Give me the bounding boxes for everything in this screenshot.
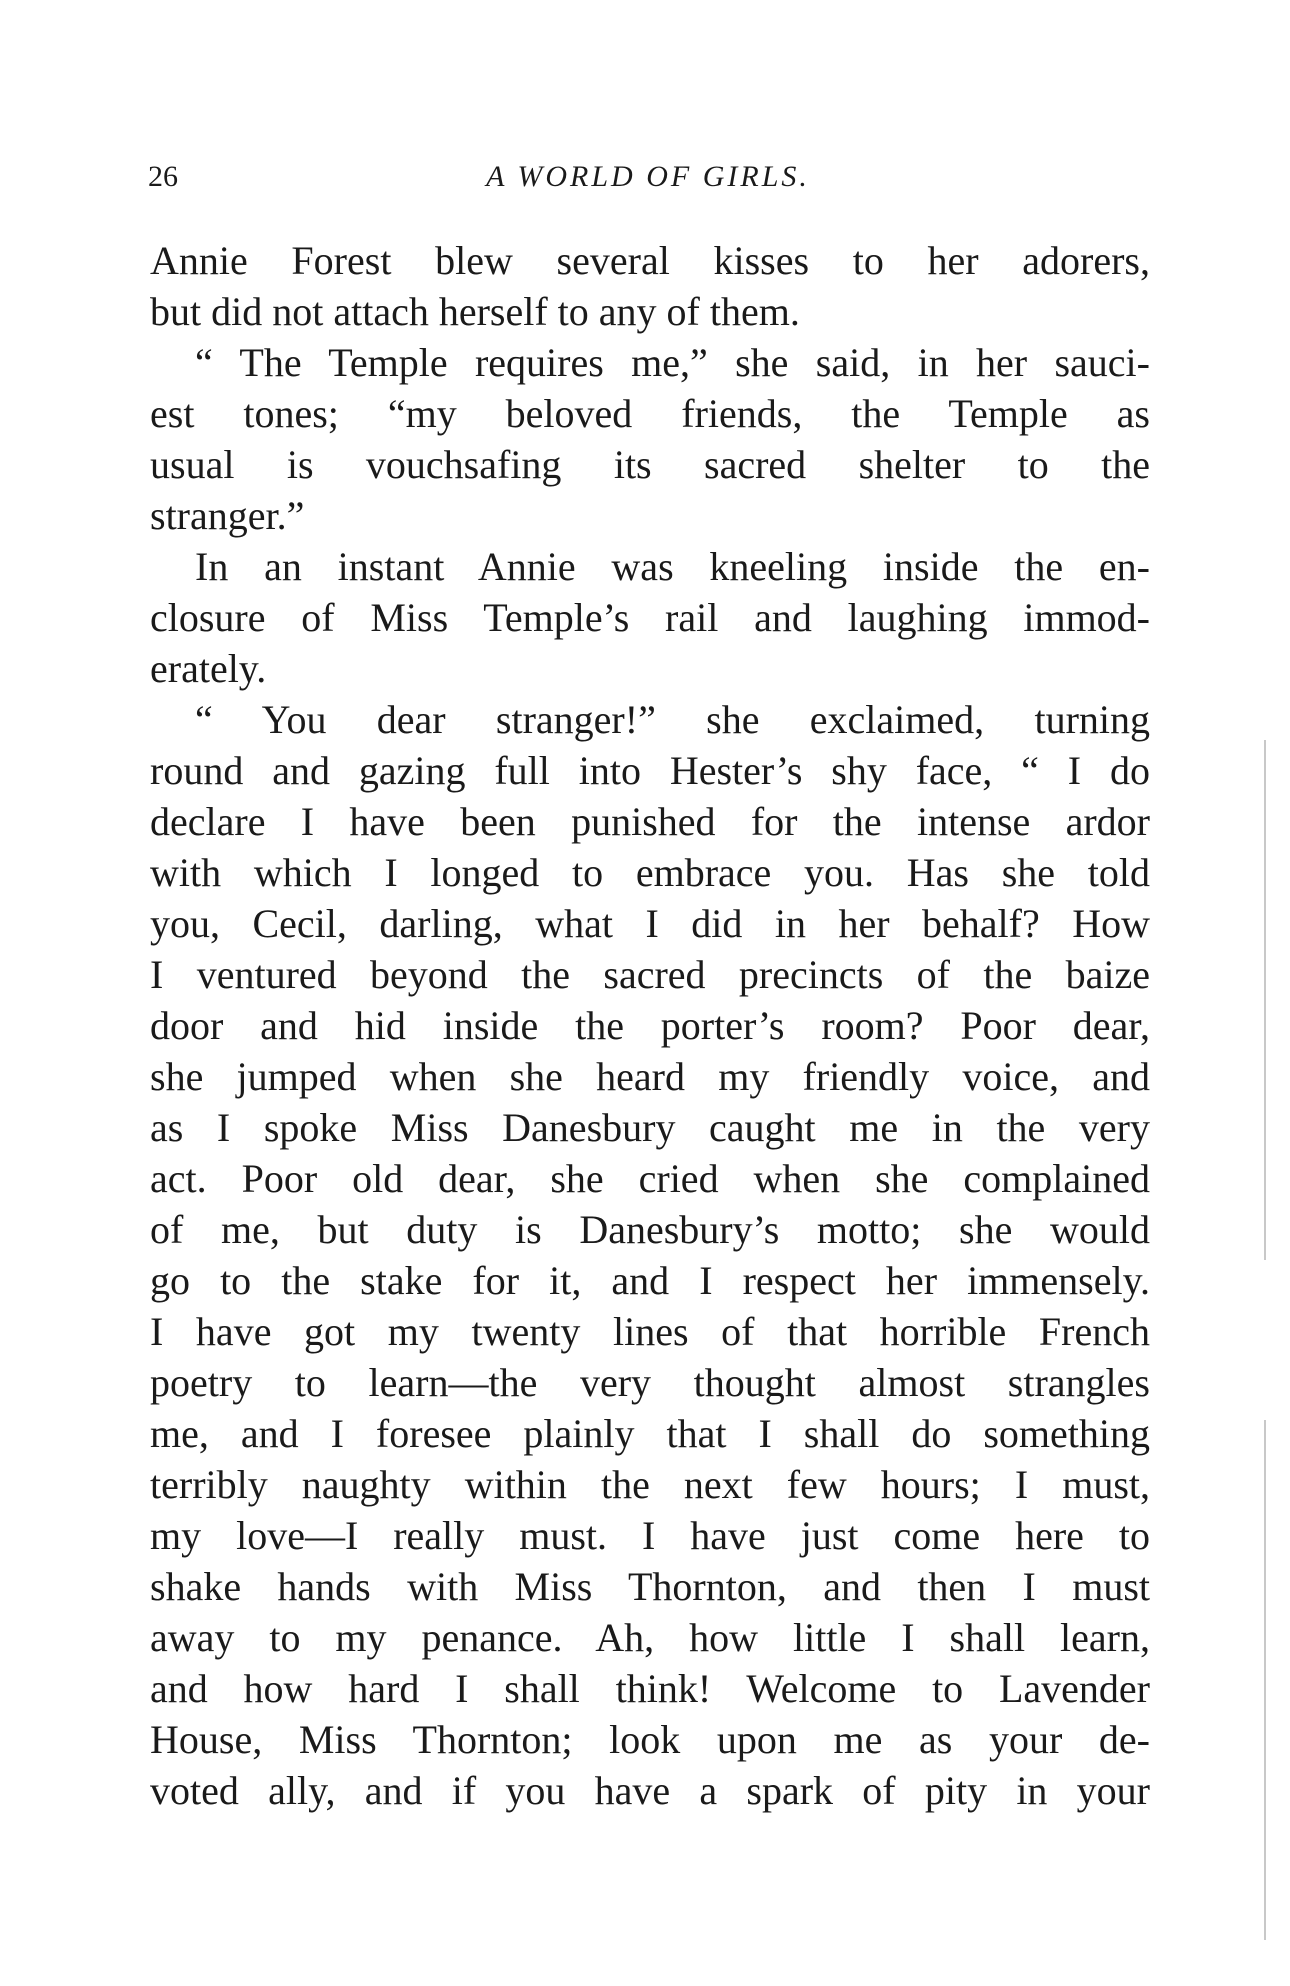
text-line: but did not attach herself to any of them.	[150, 289, 800, 334]
text-line: usual is vouchsafing its sacred shelter to the	[150, 442, 1150, 487]
text-line: Annie Forest blew several kisses to her adorers,	[150, 238, 1150, 283]
text-line: “ The Temple requires me,” she said, in her sauci-	[195, 340, 1150, 385]
text-line: and how hard I shall think! Welcome to Lavender	[150, 1666, 1150, 1711]
text-line: away to my penance. Ah, how little I shall learn,	[150, 1615, 1150, 1660]
text-line: round and gazing full into Hester’s shy face, “ I do	[150, 748, 1150, 793]
text-line: terribly naughty within the next few hours; I must,	[150, 1462, 1150, 1507]
page-edge-shadow	[1264, 740, 1266, 1260]
text-line: In an instant Annie was kneeling inside the en-	[195, 544, 1150, 589]
body-text	[150, 235, 1150, 1816]
text-line: closure of Miss Temple’s rail and laughing immod-	[150, 595, 1150, 640]
text-line: est tones; “my beloved friends, the Temple as	[150, 391, 1150, 436]
text-line: door and hid inside the porter’s room? Poor dear,	[150, 1003, 1150, 1048]
page-edge-shadow	[1264, 1420, 1266, 1940]
text-line: “ You dear stranger!” she exclaimed, turning	[195, 697, 1150, 742]
page-number: 26	[148, 160, 178, 193]
running-head	[148, 160, 1148, 200]
text-line: shake hands with Miss Thornton, and then I must	[150, 1564, 1150, 1609]
text-line: go to the stake for it, and I respect her immensely.	[150, 1258, 1150, 1303]
text-line: declare I have been punished for the intense ardor	[150, 799, 1150, 844]
text-line: you, Cecil, darling, what I did in her behalf? How	[150, 901, 1150, 946]
text-line: my love—I really must. I have just come here to	[150, 1513, 1150, 1558]
text-line: stranger.”	[150, 493, 305, 538]
text-line: I ventured beyond the sacred precincts of the baize	[150, 952, 1150, 997]
text-line: of me, but duty is Danesbury’s motto; she would	[150, 1207, 1150, 1252]
text-line: poetry to learn—the very thought almost strangles	[150, 1360, 1150, 1405]
running-title: A WORLD OF GIRLS.	[486, 160, 810, 193]
text-line: voted ally, and if you have a spark of pity in your	[150, 1768, 1150, 1813]
text-line: erately.	[150, 646, 267, 691]
text-line: I have got my twenty lines of that horrible French	[150, 1309, 1150, 1354]
text-line: with which I longed to embrace you. Has she told	[150, 850, 1150, 895]
text-line: she jumped when she heard my friendly voice, and	[150, 1054, 1150, 1099]
text-line: as I spoke Miss Danesbury caught me in the very	[150, 1105, 1150, 1150]
text-line: act. Poor old dear, she cried when she complained	[150, 1156, 1150, 1201]
text-line: me, and I foresee plainly that I shall do something	[150, 1411, 1150, 1456]
text-line: House, Miss Thornton; look upon me as your de-	[150, 1717, 1150, 1762]
